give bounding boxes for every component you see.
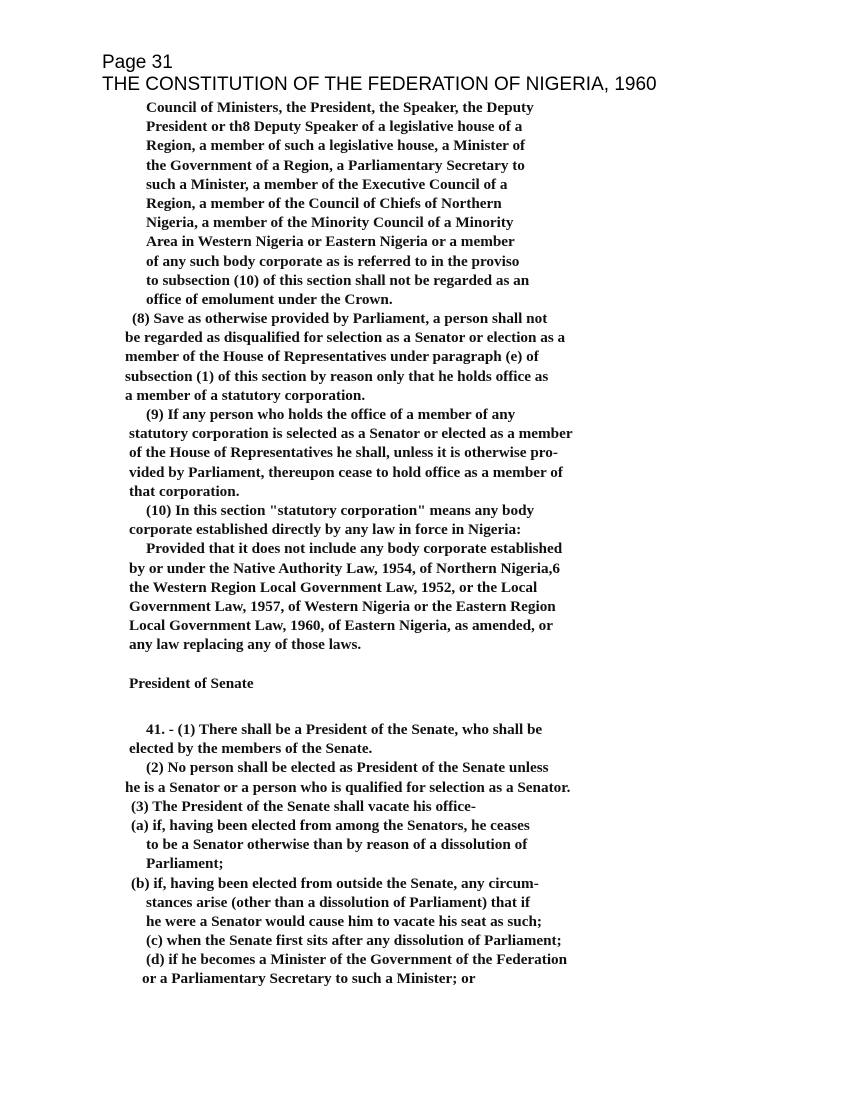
paragraph-start-line: (9) If any person who holds the office of a member of any [146, 406, 516, 423]
document-body [0, 98, 851, 989]
text-line: Region, a member of such a legislative house, a Minister of [146, 137, 526, 155]
paragraph-start-line: (10) In this section "statutory corporation" means any body [146, 501, 535, 519]
text-line: subsection (1) of this section by reason only that he holds office as [125, 367, 549, 385]
text-line: Parliament; [146, 855, 224, 873]
text-line: a member of a statutory corporation. [125, 386, 366, 404]
text-line: or a Parliamentary Secretary to such a Minister; or [142, 970, 476, 988]
text-line: be regarded as disqualified for selection as a Senator or election as a [125, 329, 566, 347]
paragraph-start-line: 41. - (1) There shall be a President of the Senate, who shall be [146, 721, 543, 738]
document-title: THE CONSTITUTION OF THE FEDERATION OF NIGERIA, 1960 [102, 74, 657, 95]
paragraph-start-line: Provided that it does not include any body corporate established [146, 540, 563, 558]
paragraph-start-line: (3) The President of the Senate shall vacate his office- [131, 797, 476, 815]
list-item-line: (c) when the Senate first sits after any dissolution of Parliament; [146, 932, 562, 950]
text-line: vided by Parliament, thereupon cease to hold office as a member of [129, 463, 563, 481]
text-line: the Western Region Local Government Law, 1952, or the Local [129, 578, 538, 596]
text-line: Council of Ministers, the President, the Speaker, the Deputy [146, 99, 534, 116]
list-item-line: (d) if he becomes a Minister of the Government of the Federation [146, 951, 568, 969]
text-line: of any such body corporate as is referred to in the proviso [146, 252, 520, 270]
text-line: Local Government Law, 1960, of Eastern Nigeria, as amended, or [129, 617, 553, 635]
paragraph-start-line: (8) Save as otherwise provided by Parliament, a person shall not [132, 310, 548, 328]
blank-line [0, 654, 851, 673]
text-line: the Government of a Region, a Parliamentary Secretary to [146, 156, 525, 174]
text-line: Government Law, 1957, of Western Nigeria or the Eastern Region [129, 597, 556, 615]
text-line: Area in Western Nigeria or Eastern Nigeria or a member [146, 233, 515, 251]
text-line: member of the House of Representatives under paragraph (e) of [125, 348, 539, 366]
page-header [102, 52, 657, 96]
text-line: to subsection (10) of this section shall not be regarded as an [146, 271, 530, 289]
text-line: by or under the Native Authority Law, 1954, of Northern Nigeria,6 [129, 559, 560, 577]
text-line: President or th8 Deputy Speaker of a legislative house of a [146, 118, 523, 136]
list-item-line: (a) if, having been elected from among the Senators, he ceases [131, 816, 530, 834]
text-line: corporate established directly by any law in force in Nigeria: [129, 521, 522, 539]
text-line: stances arise (other than a dissolution of Parliament) that if [146, 893, 531, 911]
text-line: Nigeria, a member of the Minority Council of a Minority [146, 214, 514, 232]
text-line: statutory corporation is selected as a Senator or elected as a member [129, 425, 573, 443]
list-item-line: (b) if, having been elected from outside the Senate, any circum- [131, 874, 539, 892]
text-line: that corporation. [129, 482, 240, 500]
text-line: he is a Senator or a person who is qualified for selection as a Senator. [125, 778, 571, 796]
text-line: Region, a member of the Council of Chiefs of Northern [146, 194, 502, 212]
paragraph-start-line: (2) No person shall be elected as President of the Senate unless [146, 759, 549, 777]
text-line: elected by the members of the Senate. [129, 740, 373, 758]
page-number: Page 31 [102, 52, 173, 73]
section-heading: President of Senate [129, 674, 254, 692]
text-line: office of emolument under the Crown. [146, 290, 393, 308]
text-line: such a Minister, a member of the Executive Council of a [146, 175, 508, 193]
text-line: he were a Senator would cause him to vacate his seat as such; [146, 912, 542, 930]
text-line: any law replacing any of those laws. [129, 636, 362, 654]
text-line: of the House of Representatives he shall, unless it is otherwise pro- [129, 444, 558, 462]
blank-line [0, 693, 851, 712]
text-line: to be a Senator otherwise than by reason of a dissolution of [146, 836, 528, 854]
